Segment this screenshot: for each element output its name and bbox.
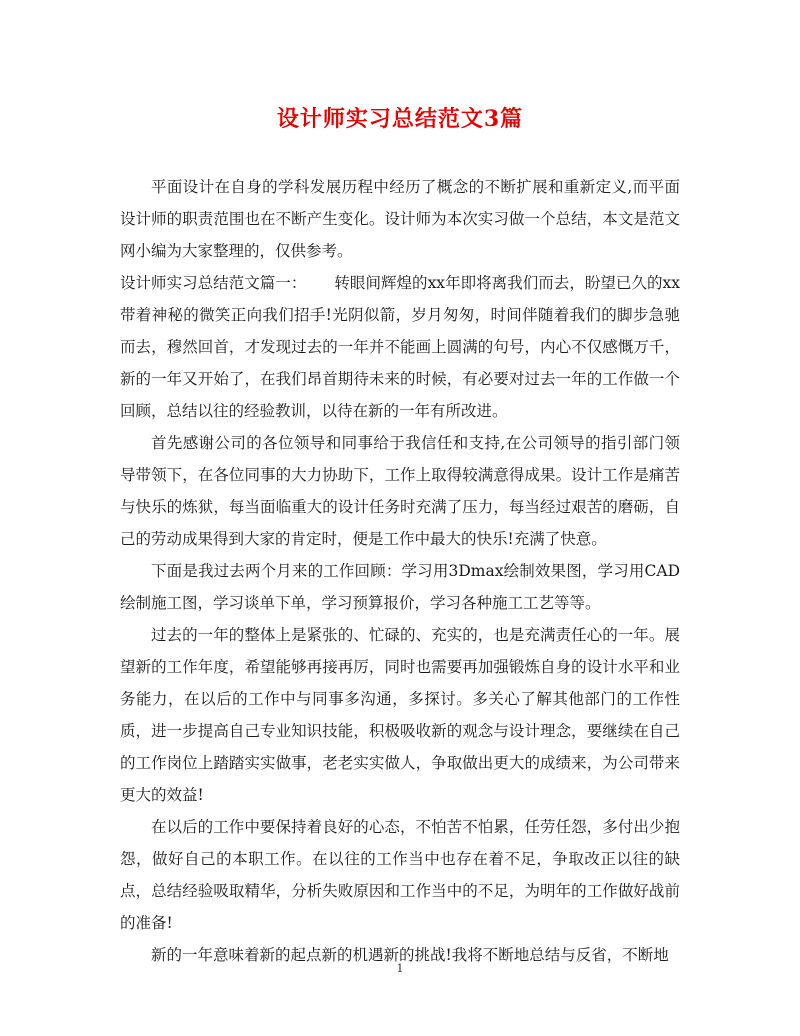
section-heading: 设计师实习总结范文篇一： bbox=[120, 274, 307, 292]
intro-paragraph: 平面设计在自身的学科发展历程中经历了概念的不断扩展和重新定义,而平面设计师的职责范围也在不断产生变化。设计师为本次实习做一个总结，本文是范文网小编为大家整理的，仅供参考。 bbox=[120, 178, 680, 260]
section-first-text: 转眼间辉煌的xx年即将离我们而去，盼望已久的xx带着神秘的微笑正向我们招手!光阴似箭，岁月匆匆，时间伴随着我们的脚步急驰而去，穆然回首，才发现过去的一年并不能画上圆满的句号，内心不仅感慨万千，新的一年又开始了，在我们昂首期待未来的时候，有必要对过去一年的工作做一个回顾，总结以往的经验教训，以待在新的一年有所改进。 bbox=[120, 274, 680, 420]
body-paragraph: 下面是我过去两个月来的工作回顾：学习用3Dmax绘制效果图，学习用CAD绘制施工图，学习谈单下单，学习预算报价，学习各种施工工艺等等。 bbox=[120, 562, 680, 612]
body-paragraph: 新的一年意味着新的起点新的机遇新的挑战!我将不断地总结与反省，不断地 bbox=[151, 946, 669, 964]
page-number: 1 bbox=[396, 962, 404, 975]
document-body bbox=[120, 171, 680, 971]
body-paragraph: 首先感谢公司的各位领导和同事给于我信任和支持,在公司领导的指引部门领导带领下，在各位同事的大力协助下，工作上取得较满意得成果。设计工作是痛苦与快乐的炼狱，每当面临重大的设计任务时充满了压力，每当经过艰苦的磨砺，自己的劳动成果得到大家的肯定时，便是工作中最大的快乐!充满了快意。 bbox=[120, 434, 680, 548]
document-title: 设计师实习总结范文3篇 bbox=[276, 106, 524, 132]
section-heading-paragraph bbox=[120, 267, 680, 427]
body-paragraph: 过去的一年的整体上是紧张的、忙碌的、充实的，也是充满责任心的一年。展望新的工作年度，希望能够再接再厉，同时也需要再加强锻炼自身的设计水平和业务能力，在以后的工作中与同事多沟通，多探讨。多关心了解其他部门的工作性质，进一步提高自己专业知识技能，积极吸收新的观念与设计理念，要继续在自己的工作岗位上踏踏实实做事，老老实实做人，争取做出更大的成绩来，为公司带来更大的效益! bbox=[120, 626, 680, 804]
body-paragraph: 在以后的工作中要保持着良好的心态，不怕苦不怕累，任劳任怨，多付出少抱怨，做好自己的本职工作。在以往的工作当中也存在着不足，争取改正以往的缺点，总结经验吸取精华，分析失败原因和工作当中的不足，为明年的工作做好战前的准备! bbox=[120, 818, 680, 932]
